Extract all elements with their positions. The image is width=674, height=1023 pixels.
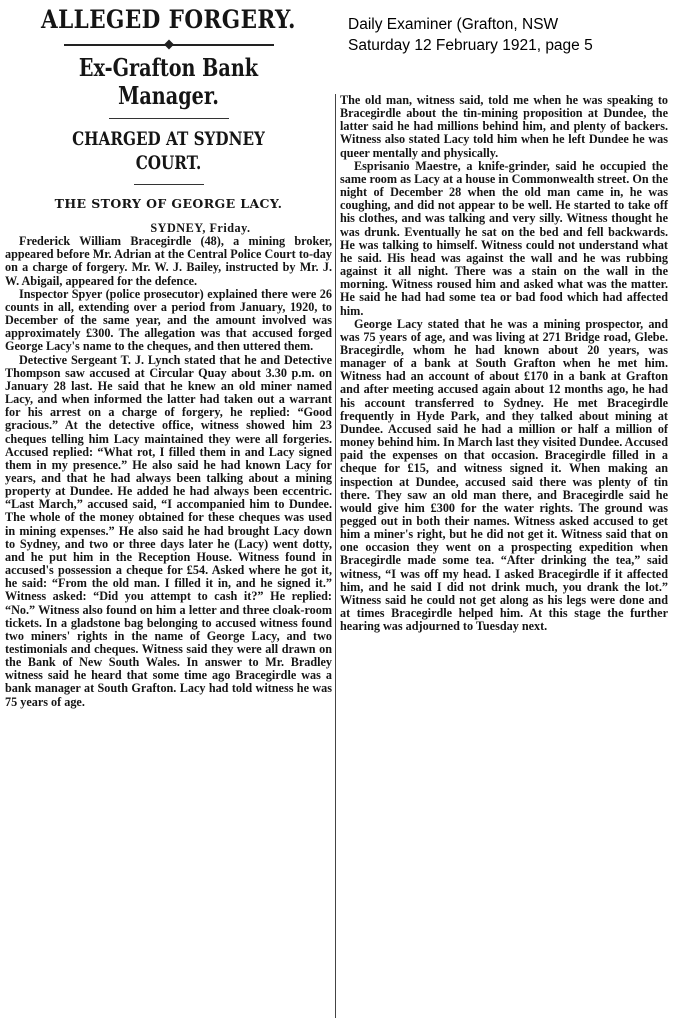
headline-rule — [109, 118, 229, 119]
headline-secondary: Ex-Grafton Bank Manager. — [78, 53, 259, 110]
article-paragraph: Detective Sergeant T. J. Lynch stated that he and Detective Thompson saw accused at Circular Quay about 3.30 p.m. on January 28 last. He said that he knew an old miner named Lacy, and when informed the latter had taken out a warrant for his arrest on a charge of forgery, he replied: “Good gracious.” At the detective office, witness showed him 23 cheques telling him Lacy maintained they were all forgeries. Accused replied: “What rot, I filled them in and Lacy signed them in my presence.” He also said he had known Lacy for years, and that he had always been talking about a mining property at Dundee. He added he had always been eccentric. “Last March,” accused said, “I accompanied him to Dundee. The whole of the money obtained for these cheques was used in mining expenses.” He also said he had brought Lacy down to Sydney, and two or three days later he (Lacy) went dotty, and he put him in the Reception House. Witness found in accused's possession a cheque for £54. Asked where he got it, he said: “From the old man. I filled it in, and he signed it.” Witness asked: “Did you attempt to cash it?” He replied: “No.” Witness also found on him a letter and three cloak-room tickets. In a gladstone bag belonging to accused witness found two miners' rights in the name of George Lacy, and two testimonials and cheques. Witness said they were all drawn on the Bank of New South Wales. In answer to Mr. Bradley witness said he heard that some time ago Bracegirdle was a bank manager at South Grafton. Lacy had told witness he was 75 years of age. — [5, 352, 332, 709]
article-paragraph: Inspector Spyer (police prosecutor) explained there were 26 counts in all, extending over a period from January, 1920, to December of the same year, and the amount involved was approximately £300. The allegation was that accused forged George Lacy's name to the cheques, and then uttered them. — [5, 286, 332, 354]
article-paragraph: The old man, witness said, told me when he was speaking to Bracegirdle about the tin-mining proposition at Dundee, the latter said he had millions behind him, and plenty of backers. Witness also stated Lacy told him when he left Dundee he was queer mentally and physically. — [340, 93, 668, 160]
right-column — [340, 94, 668, 633]
dateline: SYDNEY, Friday. — [150, 221, 251, 235]
left-column — [5, 0, 332, 709]
article-paragraph: Esprisanio Maestre, a knife-grinder, said he occupied the same room as Lacy at a house in Commonwealth street. On the night of December 28 when the old man came in, he was coughing, and did not appear to be well. He started to take off his clothes, and was talking and very silly. Witness thought he was drunk. Eventually he sat on the bed and fell backwards. He was talking to himself. Witness could not understand what he said. His head was against the wall and he was rubbing against it all night. There was a stain on the wall in the morning. Witness roused him and asked what was the matter. He said he had had some tea or bad food which had affected him. — [340, 158, 668, 318]
headline-tertiary: CHARGED AT SYDNEY COURT. — [72, 128, 265, 174]
headline-divider — [64, 40, 274, 50]
article-paragraph: Frederick William Bracegirdle (48), a mining broker, appeared before Mr. Adrian at the Central Police Court to-day on a charge of forgery. Mr. W. J. Bailey, instructed by Mr. J. W. Abigail, appeared for the defence. — [5, 234, 332, 288]
column-separator — [335, 94, 336, 1018]
source-line-2: Saturday 12 February 1921, page 5 — [348, 37, 593, 54]
article-paragraph: George Lacy stated that he was a mining prospector, and was 75 years of age, and was living at 271 Bridge road, Glebe. Bracegirdle, whom he had known about 20 years, was manager of a bank at South Grafton when he met him. Witness had an account of about £170 in a bank at Grafton and after meeting accused again about 12 months ago, he had his account transferred to Sydney. He met Bracegirdle frequently in Hyde Park, and they talked about mining at Dundee. Accused said he had a million or half a million of money behind him. In March last they visited Dundee. Accused paid the expenses on that occasion. Bracegirdle filled in a cheque for £15, and witness signed it. When making an inspection at Dundee, accused said there was plenty of tin there. They saw an old man there, and Bracegirdle said he would give him £300 for the water rights. The ground was pegged out in both their names. Witness asked accused to get him a miner's right, but he did not get it. Witness said that on one occasion they went on a prospecting expedition when Bracegirdle made some tea. “After drinking the tea,” said witness, “I was off my head. I asked Bracegirdle if it affected him, and he said I did not drink much, you drank the lot.” Witness said he could not get along as his legs were done and at times Bracegirdle helped him. At this stage the further hearing was adjourned to Tuesday next. — [340, 316, 668, 634]
headline-main: ALLEGED FORGERY. — [41, 5, 296, 34]
source-line-1: Daily Examiner (Grafton, NSW — [348, 16, 559, 33]
headline-rule-short — [134, 184, 204, 185]
headline-subtitle: THE STORY OF GEORGE LACY. — [54, 196, 283, 211]
divider-diamond — [164, 40, 174, 50]
source-citation — [348, 14, 668, 56]
